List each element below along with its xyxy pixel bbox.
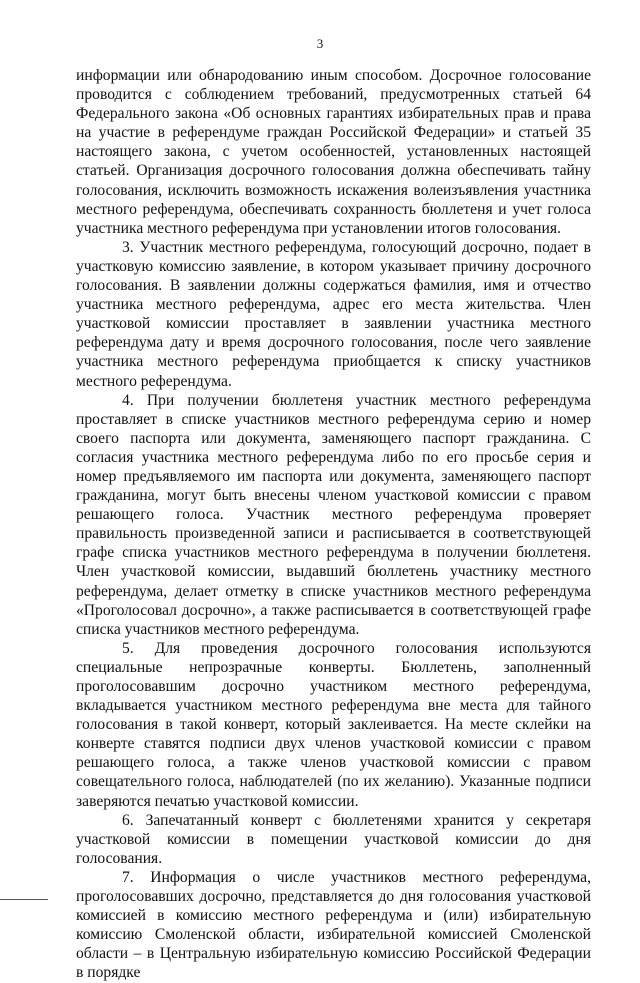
page-number: 3 — [316, 36, 324, 51]
footer-rule — [0, 899, 48, 900]
paragraph-item-5: 5. Для проведения досрочного голосования используются специальные непрозрачные конверты. Бюллетень, заполненный проголосовавшим досрочно участником местного референдума, вкладывается участником местного референдума вне места для тайного голосования в такой конверт, который заклеивается. На месте склейки на конверте ставятся подписи двух членов участковой комиссии с правом решающего голоса, а также членов участковой комиссии с правом совещательного голоса, наблюдателей (по их желанию). Указанные подписи заверяются печатью участковой комиссии. — [76, 639, 591, 810]
document-body — [76, 66, 591, 983]
paragraph-item-4: 4. При получении бюллетеня участник местного референдума проставляет в списке участников местного референдума серию и номер своего паспорта или документа, заменяющего паспорт гражданина. С согласия участника местного референдума либо по его просьбе серия и номер предъявляемого им паспорта или документа, заменяющего паспорт гражданина, могут быть внесены членом участковой комиссии с правом решающего голоса. Участник местного референдума проверяет правильность произведенной записи и расписывается в соответствующей графе списка участников местного референдума в получении бюллетеня. Член участковой комиссии, выдавший бюллетень участнику местного референдума, делает отметку в списке участников местного референдума «Проголосовал досрочно», а также расписывается в соответствующей графе списка участников местного референдума. — [76, 391, 591, 638]
paragraph-item-6: 6. Запечатанный конверт с бюллетенями хранится у секретаря участковой комиссии в помещении участковой комиссии до дня голосования. — [76, 811, 591, 867]
paragraph-continuation: информации или обнародованию иным способом. Досрочное голосование проводится с соблюдением требований, предусмотренных статьей 64 Федерального закона «Об основных гарантиях избирательных прав и права на участие в референдуме граждан Российской Федерации» и статьей 35 настоящего закона, с учетом особенностей, установленных настоящей статьей. Организация досрочного голосования должна обеспечивать тайну голосования, исключить возможность искажения волеизъявления участника местного референдума, обеспечивать сохранность бюллетеня и учет голоса участника местного референдума при установлении итогов голосования. — [76, 67, 591, 237]
paragraph-item-7: 7. Информация о числе участников местного референдума, проголосовавших досрочно, представляется до дня голосования участковой комиссией в комиссию местного референдума и (или) избирательную комиссию Смоленской области, избирательной комиссией Смоленской области – в Центральную избирательную комиссию Российской Федерации в порядке — [76, 868, 591, 982]
paragraph-item-3: 3. Участник местного референдума, голосующий досрочно, подает в участковую комиссию заявление, в котором указывает причину досрочного голосования. В заявлении должны содержаться фамилия, имя и отчество участника местного референдума, адрес его места жительства. Член участковой комиссии проставляет в заявлении участника местного референдума дату и время досрочного голосования, после чего заявление участника местного референдума приобщается к списку участников местного референдума. — [76, 238, 591, 390]
